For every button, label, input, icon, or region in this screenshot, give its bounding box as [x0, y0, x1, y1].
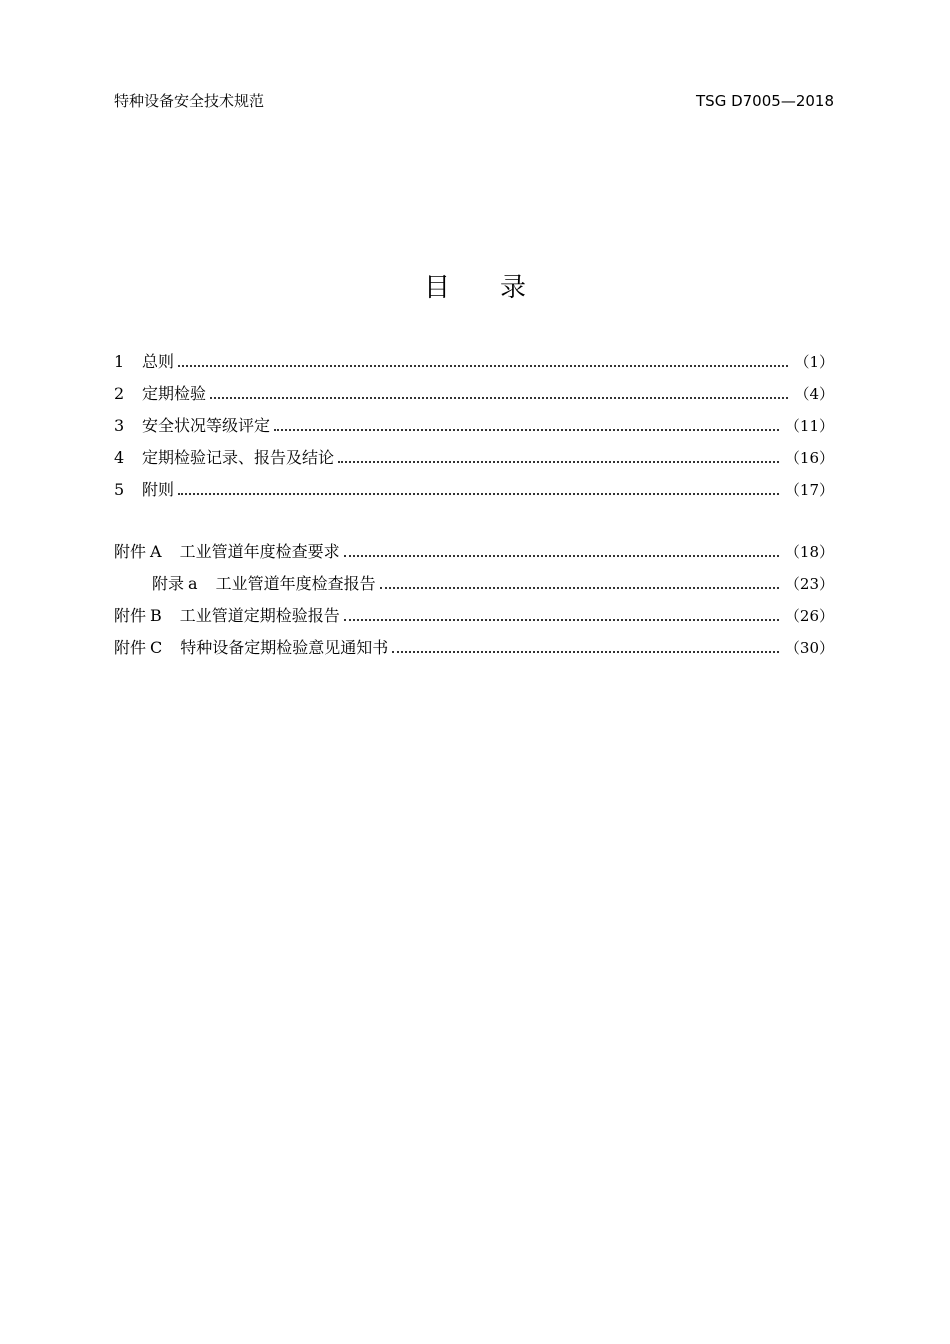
toc-entry-label: 特种设备定期检验意见通知书 [180, 638, 389, 657]
toc-entry-number: 2 [114, 384, 125, 403]
dot-leader [344, 555, 779, 557]
toc-entry-2[interactable] [114, 378, 834, 410]
toc-entry-label: 定期检验 [142, 384, 207, 403]
toc-entry-number: 1 [114, 352, 125, 371]
toc-entry-4[interactable] [114, 442, 834, 474]
dot-leader [338, 461, 779, 463]
toc-entry-label: 附则 [142, 480, 175, 499]
section-spacer [114, 506, 834, 536]
appendix-prefix: 附件 B [114, 606, 162, 625]
header-spec-name: 特种设备安全技术规范 [114, 92, 265, 110]
toc-appendix-b[interactable] [114, 600, 834, 632]
page-header [114, 89, 834, 113]
toc-entry-page: （17） [784, 481, 834, 499]
toc-entry-page: （23） [784, 575, 834, 593]
toc-entry-3[interactable] [114, 410, 834, 442]
toc-entry-number: 5 [114, 480, 125, 499]
toc-entry-5[interactable] [114, 474, 834, 506]
toc-entry-page: （11） [784, 417, 834, 435]
toc-entry-page: （4） [794, 385, 834, 403]
dot-leader [178, 365, 788, 367]
toc-entry-label: 工业管道年度检查要求 [179, 542, 340, 561]
page-title: 目录 [423, 273, 576, 303]
toc-entry-page: （26） [784, 607, 834, 625]
toc-entry-label: 工业管道年度检查报告 [215, 574, 376, 593]
appendix-prefix: 附件 C [114, 638, 163, 657]
toc-entry-label: 工业管道定期检验报告 [179, 606, 340, 625]
toc-entry-label: 总则 [142, 352, 175, 371]
appendix-prefix: 附件 A [114, 542, 162, 561]
dot-leader [344, 619, 779, 621]
toc-entry-page: （30） [784, 639, 834, 657]
dot-leader [392, 651, 779, 653]
dot-leader [210, 397, 788, 399]
dot-leader [380, 587, 779, 589]
toc-entry-page: （16） [784, 449, 834, 467]
toc-entry-1[interactable] [114, 346, 834, 378]
appendix-prefix: 附录 a [152, 574, 198, 593]
toc-entry-label: 安全状况等级评定 [142, 416, 271, 435]
toc-appendix-a[interactable] [114, 536, 834, 568]
toc-entry-page: （18） [784, 543, 834, 561]
toc-entry-page: （1） [794, 353, 834, 371]
toc-entry-label: 定期检验记录、报告及结论 [142, 448, 335, 467]
toc-record-a[interactable] [114, 568, 834, 600]
table-of-contents [114, 346, 834, 664]
toc-appendix-c[interactable] [114, 632, 834, 664]
toc-entry-number: 3 [114, 416, 125, 435]
dot-leader [178, 493, 779, 495]
dot-leader [274, 429, 779, 431]
toc-entry-number: 4 [114, 448, 125, 467]
header-standard-code: TSG D7005—2018 [696, 92, 834, 110]
